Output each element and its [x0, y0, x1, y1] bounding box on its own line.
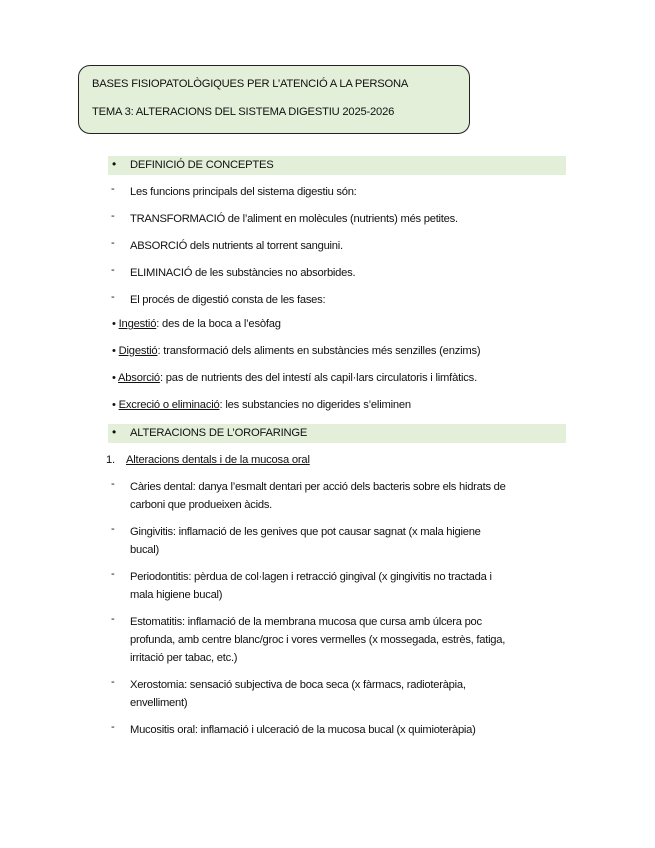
list-item: Les funcions principals del sistema digestiu són:: [130, 186, 357, 198]
phase-desc: : des de la boca a l’esòfag: [156, 318, 281, 330]
dash-marker: -: [111, 210, 115, 222]
phase-item: [112, 372, 477, 384]
dash-marker: -: [111, 568, 115, 580]
title-box: [78, 65, 470, 134]
phase-term: Absorció: [118, 372, 160, 384]
list-item: Càries dental: danya l’esmalt dentari per acció dels bacteris sobre els hidrats de: [130, 481, 506, 493]
phase-desc: : les substancies no digerides s’eliminen: [219, 399, 411, 411]
section-title: DEFINICIÓ DE CONCEPTES: [130, 159, 274, 171]
list-item-cont: envelliment): [130, 697, 188, 709]
dash-marker: -: [111, 291, 115, 303]
list-item: Periodontitis: pèrdua de col·lagen i retracció gingival (x gingivitis no tractada i: [130, 571, 492, 583]
section-heading-definitions: [108, 156, 566, 175]
list-item: Mucositis oral: inflamació i ulceració de la mucosa bucal (x quimioteràpia): [130, 724, 476, 736]
list-item-cont: mala higiene bucal): [130, 589, 223, 601]
dash-marker: -: [111, 676, 115, 688]
dash-marker: -: [111, 264, 115, 276]
dash-marker: -: [111, 237, 115, 249]
list-item: Estomatitis: inflamació de la membrana mucosa que cursa amb úlcera poc: [130, 616, 482, 628]
list-item: ABSORCIÓ dels nutrients al torrent sanguini.: [130, 240, 343, 252]
phase-term: Ingestió: [118, 318, 157, 330]
dash-marker: -: [111, 478, 115, 490]
bullet-icon: •: [112, 345, 116, 357]
phase-item: [112, 399, 411, 411]
bullet-icon: •: [112, 372, 116, 384]
dash-marker: -: [111, 183, 115, 195]
bullet-icon: •: [112, 318, 116, 330]
course-title: BASES FISIOPATOLÒGIQUES PER L’ATENCIÓ A LA PERSONA: [92, 78, 409, 90]
phase-item: [112, 345, 480, 357]
dash-marker: -: [111, 613, 115, 625]
topic-title: TEMA 3: ALTERACIONS DEL SISTEMA DIGESTIU 2025-2026: [92, 106, 395, 118]
phase-item: [112, 318, 281, 330]
subsection-title: Alteracions dentals i de la mucosa oral: [126, 454, 310, 466]
bullet-icon: •: [112, 399, 116, 411]
phase-desc: : pas de nutrients des del intestí als capil·lars circulatoris i limfàtics.: [159, 372, 477, 384]
list-item-cont: carboni que produeixen àcids.: [130, 499, 273, 511]
bullet-icon: •: [112, 425, 117, 439]
dash-marker: -: [111, 523, 115, 535]
list-item: Gingivitis: inflamació de les genives que pot causar sagnat (x mala higiene: [130, 526, 481, 538]
section-heading-orofaringe: [108, 424, 566, 443]
section-title: ALTERACIONS DE L’OROFARINGE: [130, 427, 308, 439]
bullet-icon: •: [112, 157, 117, 171]
list-item: TRANSFORMACIÓ de l’aliment en molècules (nutrients) més petites.: [130, 213, 458, 225]
list-item: El procés de digestió consta de les fases:: [130, 294, 326, 306]
subsection-number: 1.: [106, 454, 115, 466]
list-item-cont: irritació per tabac, etc.): [130, 652, 238, 664]
list-item: ELIMINACIÓ de les substàncies no absorbides.: [130, 267, 356, 279]
phase-term: Digestió: [118, 345, 158, 357]
list-item-cont: bucal): [130, 544, 159, 556]
phase-desc: : transformació dels aliments en substàncies més senzilles (enzims): [157, 345, 481, 357]
dash-marker: -: [111, 721, 115, 733]
list-item: Xerostomia: sensació subjectiva de boca seca (x fàrmacs, radioteràpia,: [130, 679, 466, 691]
list-item-cont: profunda, amb centre blanc/groc i vores vermelles (x mossegada, estrès, fatiga,: [130, 634, 506, 646]
phase-term: Excreció o eliminació: [118, 399, 220, 411]
